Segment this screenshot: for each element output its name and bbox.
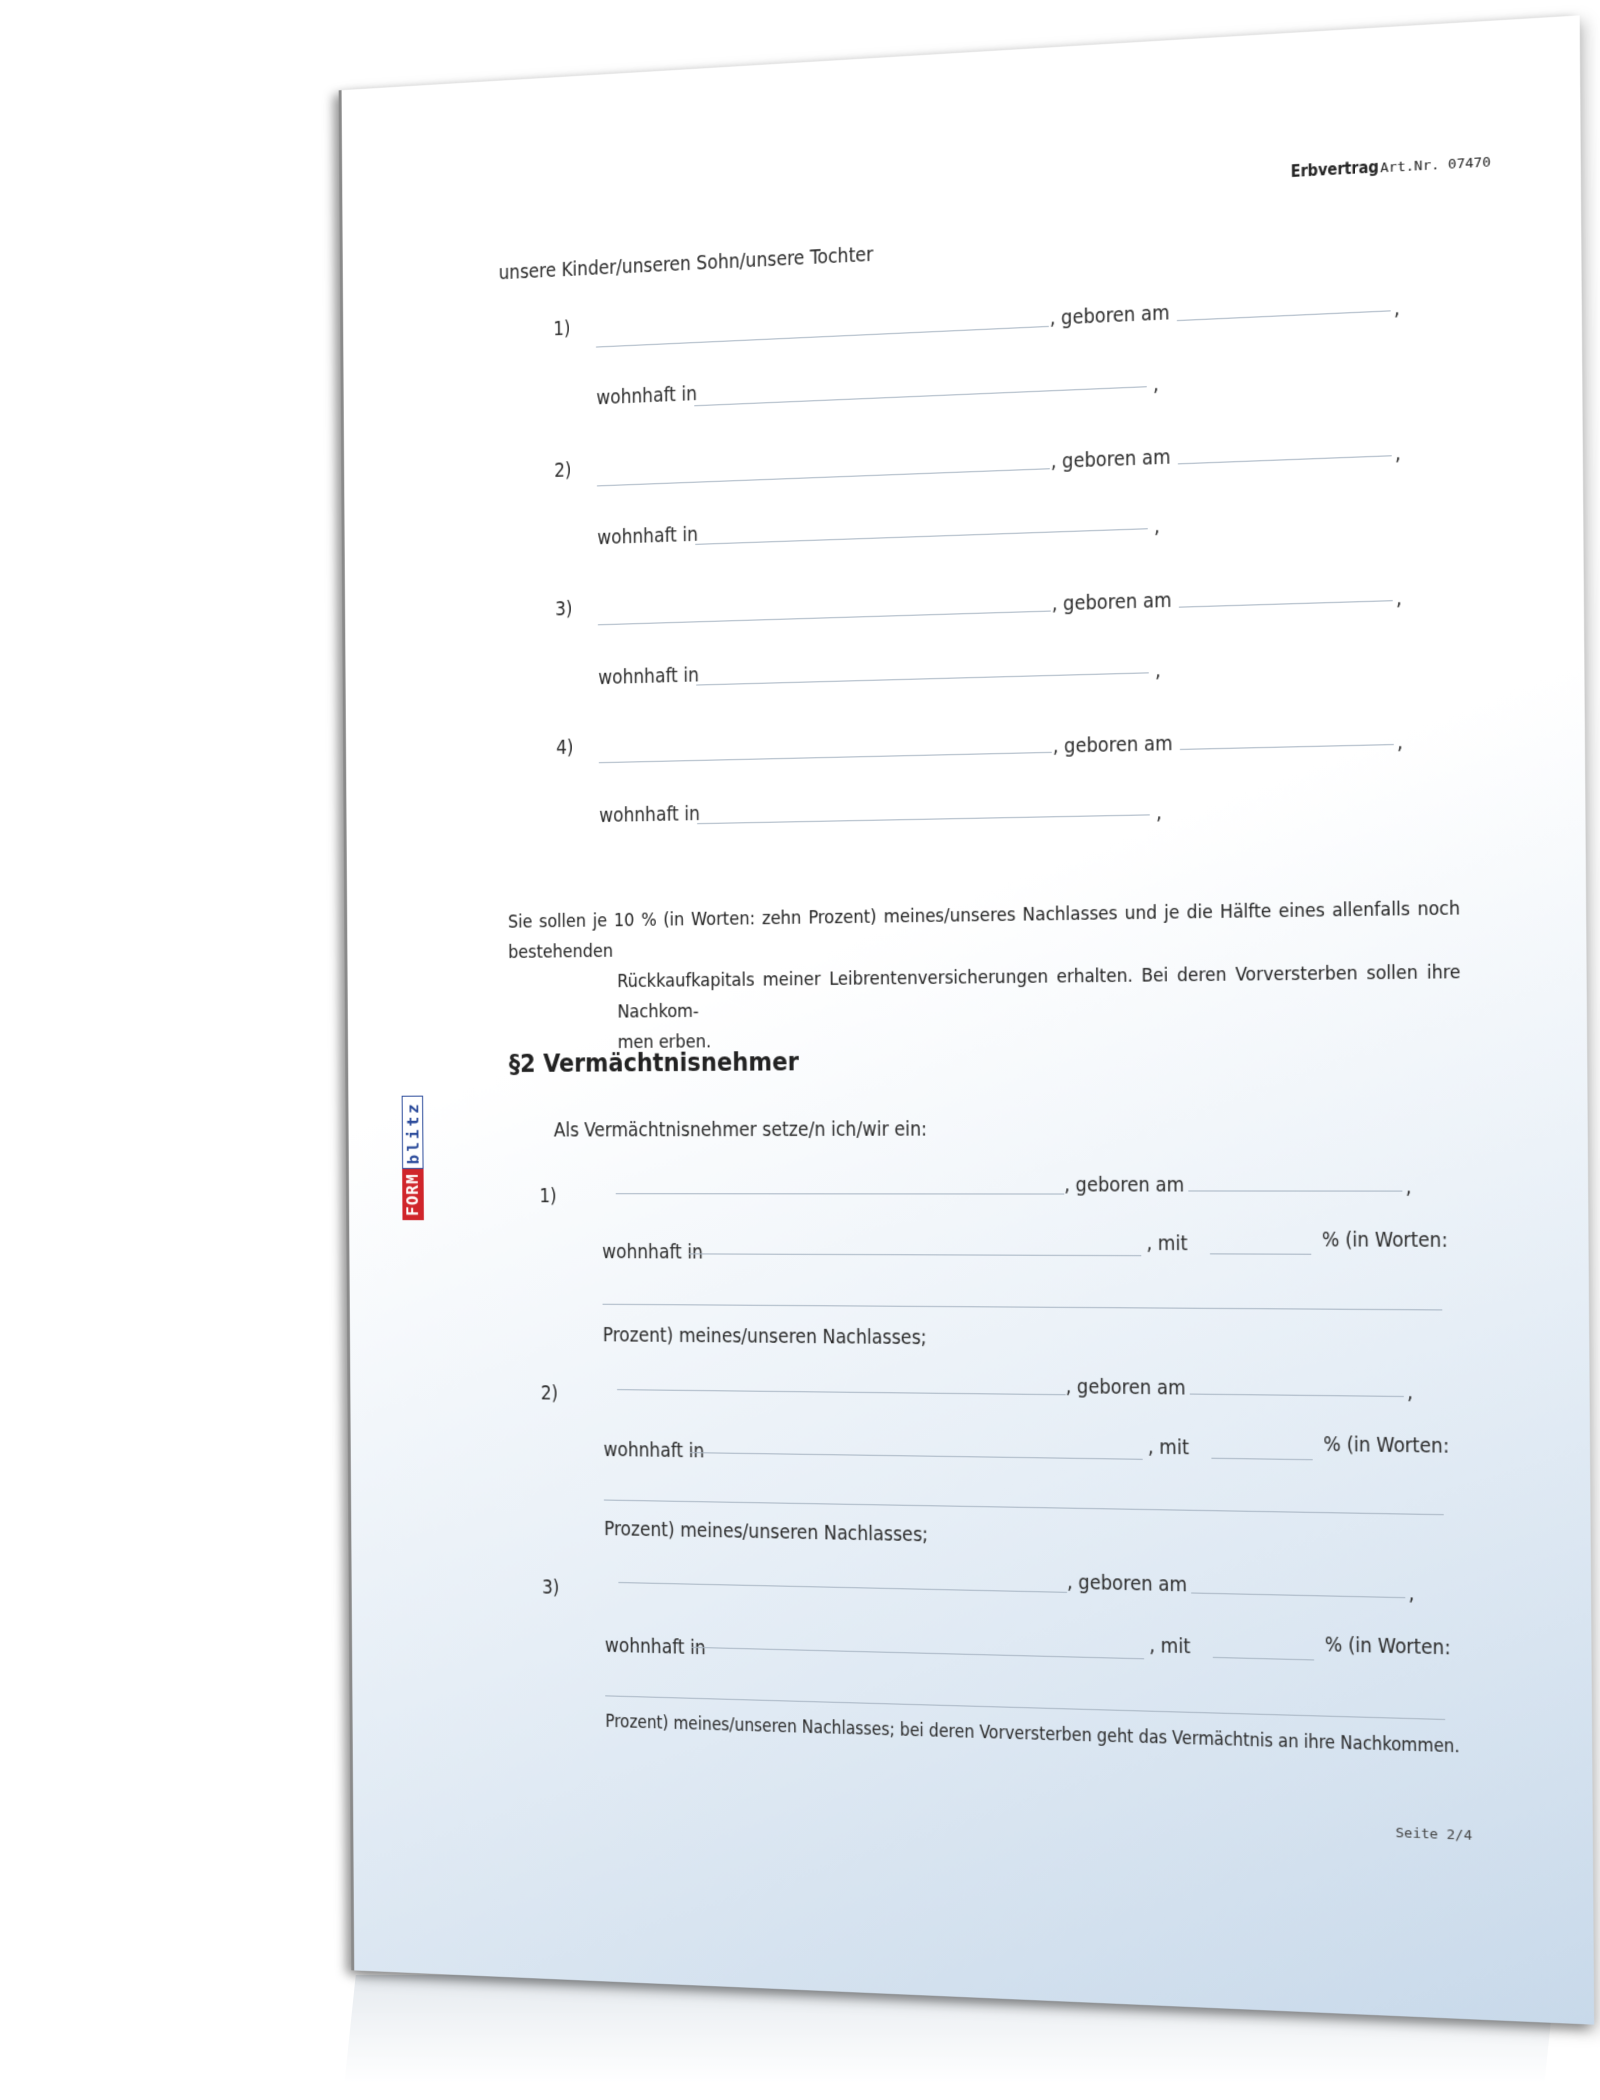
comma: , — [1153, 515, 1160, 539]
birthdate-field[interactable] — [1180, 744, 1394, 750]
header-article-number: Art.Nr. 07470 — [1380, 154, 1491, 177]
child-name-field[interactable] — [599, 752, 1052, 763]
born-label: , geboren am — [1064, 1173, 1185, 1197]
residence-field[interactable] — [697, 814, 1150, 824]
residence-field[interactable] — [694, 386, 1146, 406]
percent-words-label: % (in Worten: — [1324, 1633, 1451, 1660]
children-intro: unsere Kinder/unseren Sohn/unsere Tochter — [498, 243, 874, 285]
legatee-name-field[interactable] — [617, 1389, 1066, 1395]
percent-words-label: % (in Worten: — [1321, 1228, 1448, 1253]
comma: , — [1408, 1582, 1415, 1606]
residence-field[interactable] — [690, 1452, 1142, 1460]
child-name-field[interactable] — [598, 611, 1051, 626]
legatees-intro: Als Vermächtnisnehmer setze/n ich/wir ein: — [553, 1118, 928, 1142]
resident-label: wohnhaft in — [597, 523, 699, 550]
child-name-field[interactable] — [596, 326, 1049, 348]
born-label: , geboren am — [1050, 445, 1171, 474]
resident-label: wohnhaft in — [598, 664, 700, 690]
logo-form-text: FORM — [402, 1169, 424, 1220]
mit-label: , mit — [1147, 1435, 1190, 1460]
legacy-tail: Prozent) meines/unseren Nachlasses; — [604, 1517, 929, 1547]
page-number: Seite 2/4 — [1395, 1825, 1473, 1845]
residence-field[interactable] — [696, 672, 1149, 685]
comma: , — [1393, 297, 1400, 321]
legatee-number: 2) — [540, 1382, 559, 1405]
residence-field[interactable] — [692, 1647, 1144, 1660]
resident-label: wohnhaft in — [604, 1634, 706, 1660]
comma: , — [1405, 1175, 1412, 1200]
formblitz-logo — [401, 1070, 423, 1221]
birthdate-field[interactable] — [1177, 310, 1391, 321]
inheritance-paragraph — [508, 893, 1461, 1059]
born-label: , geboren am — [1065, 1375, 1186, 1400]
child-name-field[interactable] — [597, 468, 1050, 486]
birthdate-field[interactable] — [1178, 455, 1392, 464]
document-page — [339, 15, 1595, 2024]
percent-field[interactable] — [1210, 1253, 1311, 1254]
residence-field[interactable] — [689, 1253, 1141, 1256]
legatee-number: 1) — [539, 1185, 557, 1208]
legacy-tail: Prozent) meines/unseren Nachlasses; bei deren Vorversterben geht das Vermächtnis an ihre Nachkommen. — [605, 1711, 1460, 1758]
comma: , — [1152, 373, 1159, 397]
percent-field[interactable] — [1213, 1657, 1314, 1661]
comma: , — [1154, 659, 1161, 683]
child-number: 1) — [553, 317, 571, 341]
mit-label: , mit — [1149, 1634, 1191, 1659]
birthdate-field[interactable] — [1190, 1394, 1404, 1397]
birthdate-field[interactable] — [1188, 1190, 1402, 1191]
birthdate-field[interactable] — [1179, 600, 1393, 608]
child-number: 4) — [556, 736, 574, 760]
residence-field[interactable] — [695, 528, 1148, 545]
comma: , — [1155, 801, 1162, 825]
percent-words-field[interactable] — [603, 1304, 1443, 1311]
percent-words-field[interactable] — [604, 1500, 1444, 1516]
paragraph-line: men erben. — [617, 1031, 712, 1054]
mit-label: , mit — [1146, 1232, 1188, 1256]
logo-blitz-text: blitz — [402, 1096, 424, 1170]
born-label: , geboren am — [1049, 301, 1170, 331]
resident-label: wohnhaft in — [599, 802, 700, 828]
born-label: , geboren am — [1052, 732, 1173, 759]
resident-label: wohnhaft in — [602, 1240, 703, 1264]
resident-label: wohnhaft in — [603, 1438, 705, 1463]
child-number: 2) — [554, 459, 572, 482]
paragraph-line: Rückkaufkapitals meiner Leibrentenversicherungen erhalten. Bei deren Vorversterben sollen ihre Nachkom- — [617, 961, 1461, 1023]
comma: , — [1395, 587, 1402, 611]
section-heading: §2 Vermächtnisnehmer — [508, 1046, 799, 1079]
comma: , — [1396, 731, 1403, 755]
resident-label: wohnhaft in — [596, 382, 698, 410]
legatee-name-field[interactable] — [616, 1193, 1065, 1194]
child-number: 3) — [555, 597, 573, 621]
comma: , — [1394, 442, 1401, 466]
comma: , — [1406, 1381, 1414, 1405]
header-title: Erbvertrag — [1290, 157, 1379, 182]
born-label: , geboren am — [1066, 1571, 1188, 1597]
legatee-name-field[interactable] — [618, 1582, 1067, 1593]
percent-words-label: % (in Worten: — [1323, 1432, 1450, 1459]
paragraph-line: Sie sollen je 10 % (in Worten: zehn Prozent) meines/unseres Nachlasses und je die Hälfte eines allenfalls noch bestehenden — [507, 897, 1461, 964]
born-label: , geboren am — [1051, 589, 1172, 616]
birthdate-field[interactable] — [1191, 1592, 1405, 1598]
legacy-tail: Prozent) meines/unseren Nachlasses; — [602, 1324, 927, 1350]
percent-field[interactable] — [1211, 1458, 1312, 1461]
legatee-number: 3) — [542, 1576, 560, 1599]
